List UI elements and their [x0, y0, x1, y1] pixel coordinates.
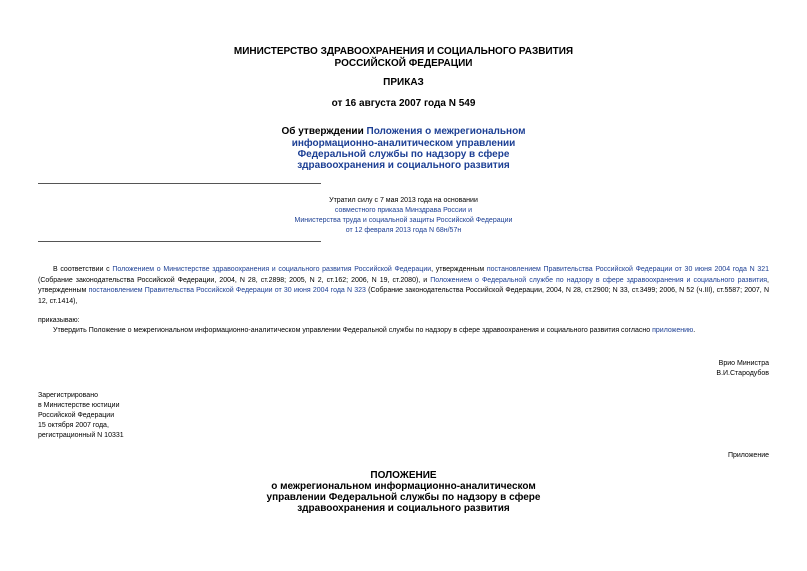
appendix-subtitle-line1: о межрегиональном информационно-аналитическом — [271, 481, 536, 492]
link-service-regulation[interactable]: Положением о Федеральной службе по надзору в сфере здравоохранения и социального развития — [430, 276, 768, 284]
subject-prefix: Об утверждении — [281, 126, 367, 137]
ministry-title-line2: РОССИЙСКОЙ ФЕДЕРАЦИИ — [334, 58, 473, 69]
note-link-line4[interactable]: от 12 февраля 2013 года N 68н/57н — [345, 227, 462, 234]
signature-position: Врио Министра — [718, 360, 769, 367]
divider-top — [38, 183, 321, 184]
subject-line4[interactable]: здравоохранения и социального развития — [297, 160, 510, 171]
subject-line1 — [0, 126, 807, 138]
document-type: ПРИКАЗ — [383, 77, 424, 88]
appendix-label: Приложение — [727, 452, 769, 459]
preamble-text-5: (Собрание законодательства Российской Федерации, 2004, N 28, ст.2900; N 33, ст.3499; 2006, N 52 (ч.III), ст.5587; 2007, N 12, ст.1414), — [38, 287, 769, 305]
preamble-paragraph — [38, 265, 769, 307]
registration-line4: 15 октября 2007 года, — [38, 422, 109, 429]
preamble-text-3: (Собрание законодательства Российской Федерации, 2004, N 28, ст.2898; 2005, N 2, ст.162; 2006, N 19, ст.2080), и — [38, 276, 431, 284]
preamble-text-4: , утвержденным — [38, 276, 769, 294]
preamble-text-1: В соответствии с — [53, 266, 113, 273]
appendix-subtitle-line3: здравоохранения и социального развития — [297, 503, 510, 514]
registration-line3: Российской Федерации — [38, 412, 115, 419]
subject-line3[interactable]: Федеральной службы по надзору в сфере — [297, 149, 510, 160]
link-resolution-321[interactable]: постановлением Правительства Российской Федерации от 30 июня 2004 года N 321 — [486, 266, 769, 273]
preamble-text-2: , утвержденным — [431, 266, 487, 273]
order-text — [53, 326, 769, 337]
appendix-subtitle-line2: управлении Федеральной службы по надзору в сфере — [266, 492, 541, 503]
subject-link-regulation[interactable]: Положения о межрегиональном — [366, 126, 526, 137]
order-label: приказываю: — [38, 317, 80, 324]
registration-line1: Зарегистрировано — [38, 392, 98, 399]
order-body: Утвердить Положение о межрегиональном информационно-аналитическом управлении Федеральной службы по надзору в сфере здравоохранения и социального развития согласно — [53, 327, 653, 334]
note-line1: Утратил силу с 7 мая 2013 года на основании — [329, 197, 478, 204]
link-ministry-regulation[interactable]: Положением о Министерстве здравоохранения и социального развития Российской Федерации — [112, 266, 432, 273]
appendix-title: ПОЛОЖЕНИЕ — [370, 470, 437, 481]
signature-name: В.И.Стародубов — [716, 370, 769, 377]
note-link-line2[interactable]: совместного приказа Минздрава России и — [334, 207, 473, 214]
registration-line5: регистрационный N 10331 — [38, 432, 124, 439]
link-resolution-323[interactable]: постановлением Правительства Российской Федерации от 30 июня 2004 года N 323 — [88, 287, 366, 294]
note-link-line3[interactable]: Министерства труда и социальной защиты Российской Федерации — [294, 217, 513, 224]
divider-bottom — [38, 241, 321, 242]
document-date-number: от 16 августа 2007 года N 549 — [331, 98, 476, 109]
order-end: . — [693, 327, 696, 334]
link-appendix[interactable]: приложению — [652, 327, 694, 334]
registration-line2: в Министерстве юстиции — [38, 402, 120, 409]
subject-line2[interactable]: информационно-аналитическом управлении — [291, 138, 516, 149]
ministry-title-line1: МИНИСТЕРСТВО ЗДРАВООХРАНЕНИЯ И СОЦИАЛЬНОГО РАЗВИТИЯ — [233, 46, 574, 57]
